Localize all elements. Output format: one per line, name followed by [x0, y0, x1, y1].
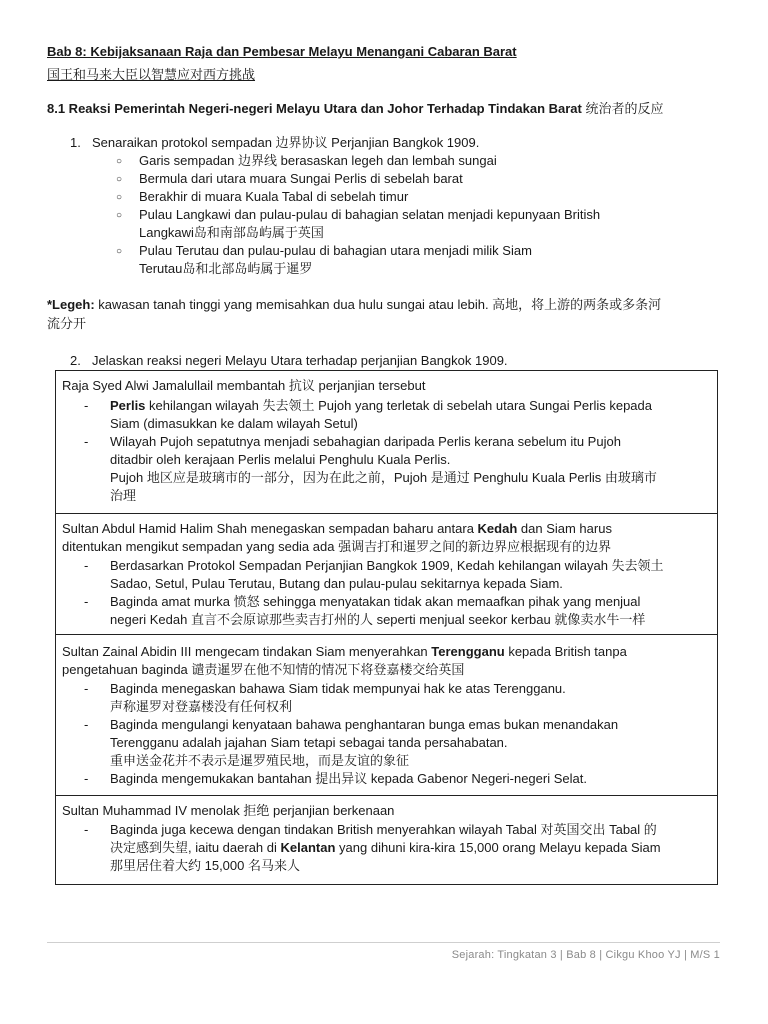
dash-marker: - [84, 594, 89, 609]
question-1 [70, 134, 479, 152]
box-point: Baginda mengulangi kenyataan bahawa penghantaran bunga emas bukan menandakan [110, 717, 619, 732]
box-point-continuation: Sadao, Setul, Pulau Terutau, Butang dan pulau-pulau sekitarnya kepada Siam. [110, 576, 563, 591]
answer-box-kedah [55, 513, 718, 635]
dash-marker: - [84, 681, 89, 696]
state-kelantan: Kelantan [280, 840, 336, 855]
chapter-subtitle-cn: 国王和马来大臣以智慧应对西方挑战 [47, 67, 256, 82]
dash-marker: - [84, 558, 89, 573]
legeh-note [47, 296, 661, 314]
section-heading [47, 98, 664, 117]
box-intro: Sultan Muhammad IV menolak 拒绝 perjanjian berkenaan [62, 803, 395, 818]
dash-marker: - [84, 771, 89, 786]
box-point-continuation: 声称暹罗对登嘉楼没有任何权利 [110, 699, 293, 714]
box-point: Baginda mengemukakan bantahan 提出异议 kepada Gabenor Negeri-negeri Selat. [110, 771, 587, 786]
dash-marker: - [84, 822, 89, 837]
box-point: Wilayah Pujoh sepatutnya menjadi sebahagian daripada Perlis kerana sebelum itu Pujoh [110, 434, 621, 449]
box-intro-text: dan Siam harus [517, 521, 612, 536]
box-point-continuation: Siam (dimasukkan ke dalam wilayah Setul) [110, 416, 358, 431]
box-point: Baginda menegaskan bahawa Siam tidak mempunyai hak ke atas Terengganu. [110, 681, 566, 696]
bullet-marker: ○ [116, 246, 123, 257]
state-kedah: Kedah [477, 521, 518, 536]
box-point-text: kehilangan wilayah 失去领土 Pujoh yang terletak di sebelah utara Sungai Perlis kepada [145, 398, 652, 413]
box-point [110, 397, 652, 415]
list-item: Pulau Langkawi dan pulau-pulau di bahagian selatan menjadi kepunyaan British [139, 207, 601, 222]
box-point: Baginda juga kecewa dengan tindakan British menyerahkan wilayah Tabal 对英国交出 Tabal 的 [110, 822, 657, 837]
list-item: Garis sempadan 边界线 berasaskan legeh dan lembah sungai [139, 153, 497, 168]
legeh-text: kawasan tanah tinggi yang memisahkan dua hulu sungai atau lebih. 高地，将上游的两条或多条河 [94, 297, 662, 312]
box-point-text: 决定感到失望, iaitu daerah di [110, 840, 281, 855]
box-point-continuation: Terengganu adalah jajahan Siam tetapi sebagai tanda persahabatan. [110, 735, 508, 750]
state-perlis: Perlis [110, 398, 146, 413]
answer-box-kelantan [55, 795, 718, 885]
box-point-continuation: 重申送金花并不表示是暹罗殖民地，而是友谊的象征 [110, 753, 410, 768]
question-2-number: 2. [70, 353, 81, 368]
box-point-continuation: 那里居住着大约 15,000 名马来人 [110, 858, 300, 873]
box-intro [62, 520, 612, 538]
dash-marker: - [84, 434, 89, 449]
box-intro-text: kepada British tanpa [504, 644, 627, 659]
box-point-continuation: ditadbir oleh kerajaan Perlis melalui Penghulu Kuala Perlis. [110, 452, 451, 467]
section-heading-cn: 统治者的反应 [581, 101, 664, 116]
list-item: Berakhir di muara Kuala Tabal di sebelah timur [139, 189, 409, 204]
footer-divider [47, 942, 720, 943]
bullet-marker: ○ [116, 210, 123, 221]
box-intro: Raja Syed Alwi Jamalullail membantah 抗议 perjanjian tersebut [62, 378, 426, 393]
box-intro-text: Sultan Zainal Abidin III mengecam tindakan Siam menyerahkan [62, 644, 432, 659]
answer-box-terengganu [55, 634, 718, 796]
list-item: Bermula dari utara muara Sungai Perlis di sebelah barat [139, 171, 463, 186]
legeh-label: *Legeh: [47, 297, 95, 312]
box-point-continuation: Pujoh 地区应是玻璃市的一部分，因为在此之前，Pujoh 是通过 Penghulu Kuala Perlis 由玻璃市 [110, 470, 657, 485]
question-2-text: Jelaskan reaksi negeri Melayu Utara terhadap perjanjian Bangkok 1909. [92, 353, 508, 368]
list-item: Pulau Terutau dan pulau-pulau di bahagian utara menjadi milik Siam [139, 243, 532, 258]
page-footer: Sejarah: Tingkatan 3 | Bab 8 | Cikgu Khoo YJ | M/S 1 [451, 949, 720, 961]
box-point-text: yang dihuni kira-kira 15,000 orang Melayu kepada Siam [335, 840, 661, 855]
bullet-marker: ○ [116, 192, 123, 203]
box-intro-text: Sultan Abdul Hamid Halim Shah menegaskan sempadan baharu antara [62, 521, 478, 536]
state-terengganu: Terengganu [431, 644, 505, 659]
box-intro [62, 643, 627, 661]
box-point: Berdasarkan Protokol Sempadan Perjanjian Bangkok 1909, Kedah kehilangan wilayah 失去领土 [110, 558, 664, 573]
list-item-continuation: Langkawi岛和南部岛屿属于英国 [139, 225, 324, 240]
dash-marker: - [84, 398, 89, 413]
box-point: Baginda amat murka 愤怒 sehingga menyatakan tidak akan memaafkan pihak yang menjual [110, 594, 641, 609]
question-2 [70, 352, 508, 370]
box-intro-continuation: pengetahuan baginda 谴责暹罗在他不知情的情况下将登嘉楼交给英国 [62, 662, 465, 677]
box-point-continuation: 治理 [110, 488, 137, 503]
dash-marker: - [84, 717, 89, 732]
bullet-marker: ○ [116, 174, 123, 185]
box-intro-continuation: ditentukan mengikut sempadan yang sedia ada 强调吉打和暹罗之间的新边界应根据现有的边界 [62, 539, 612, 554]
legeh-note-continuation: 流分开 [47, 316, 87, 331]
bullet-marker: ○ [116, 156, 123, 167]
answer-box-perlis [55, 370, 718, 514]
box-point-continuation [110, 839, 661, 857]
question-1-text: Senaraikan protokol sempadan 边界协议 Perjanjian Bangkok 1909. [92, 135, 480, 150]
list-item-continuation: Terutau岛和北部岛屿属于暹罗 [139, 261, 313, 276]
section-heading-text: 8.1 Reaksi Pemerintah Negeri-negeri Melayu Utara dan Johor Terhadap Tindakan Barat [47, 101, 582, 116]
box-point-continuation: negeri Kedah 直言不会原谅那些卖吉打州的人 seperti menjual seekor kerbau 就像卖水牛一样 [110, 612, 646, 627]
chapter-heading: Bab 8: Kebijaksanaan Raja dan Pembesar Melayu Menangani Cabaran Barat [47, 44, 517, 59]
question-1-number: 1. [70, 135, 81, 150]
